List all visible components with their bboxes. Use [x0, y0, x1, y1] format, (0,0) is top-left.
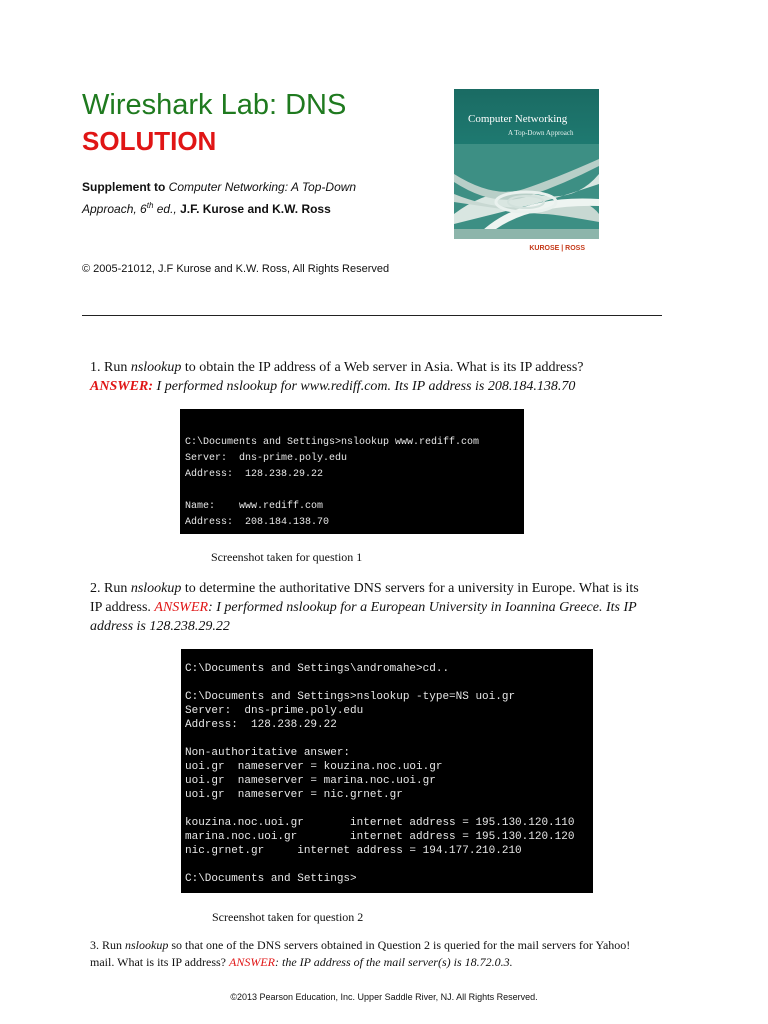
terminal-line: Name: www.rediff.com: [185, 501, 324, 512]
q2-text: to determine the authoritative DNS servers for a university in Europe. What is its IP address.: [90, 581, 639, 615]
q1-command: nslookup: [130, 360, 182, 375]
terminal-line: Address: 208.184.138.70: [185, 517, 330, 528]
terminal-screenshot-1: [180, 409, 524, 534]
terminal-line: kouzina.noc.uoi.gr internet address = 195.130.120.110: [185, 817, 575, 829]
terminal-line: Server: dns-prime.poly.edu: [185, 453, 348, 464]
question-1: [90, 358, 650, 396]
highway-interchange-illustration: [454, 144, 599, 239]
terminal-screenshot-2: [181, 649, 593, 893]
book-title-part2: Approach, 6: [82, 202, 147, 216]
terminal-line: C:\Documents and Settings\andromahe>cd..: [185, 663, 450, 675]
q2-command: nslookup: [130, 581, 182, 596]
terminal-line: [185, 732, 593, 746]
terminal-line: Address: 128.238.29.22: [185, 719, 337, 731]
q2-answer-label: ANSWER: [154, 600, 209, 615]
terminal-line: Server: dns-prime.poly.edu: [185, 705, 364, 717]
question-3: [90, 937, 650, 971]
edition-suffix: ed.,: [153, 202, 177, 216]
terminal-line: Non-authoritative answer:: [185, 747, 351, 759]
q3-prefix: 3. Run: [90, 938, 126, 952]
book-cover: [454, 89, 599, 263]
q1-answer-label: ANSWER:: [90, 379, 154, 394]
page-title: Wireshark Lab: DNS: [82, 89, 347, 121]
horizontal-rule: [82, 315, 662, 316]
copyright-line: © 2005-21012, J.F Kurose and K.W. Ross, All Rights Reserved: [82, 263, 390, 275]
q2-prefix: 2. Run: [90, 581, 131, 596]
authors: J.F. Kurose and K.W. Ross: [176, 202, 331, 216]
terminal-line: uoi.gr nameserver = marina.noc.uoi.gr: [185, 775, 436, 787]
terminal-line: Address: 128.238.29.22: [185, 469, 324, 480]
terminal-line: marina.noc.uoi.gr internet address = 195.130.120.120: [185, 831, 575, 843]
cover-subtitle: A Top-Down Approach: [508, 129, 574, 137]
cover-title: Computer Networking: [468, 113, 568, 125]
terminal-line: nic.grnet.gr internet address = 194.177.210.210: [185, 845, 522, 857]
q1-answer-text: I performed nslookup for www.rediff.com. Its IP address is 208.184.138.70: [153, 379, 576, 394]
question-2: [90, 579, 650, 636]
terminal-line: C:\Documents and Settings>nslookup -type=NS uoi.gr: [185, 691, 516, 703]
terminal-line: uoi.gr nameserver = kouzina.noc.uoi.gr: [185, 761, 443, 773]
q3-answer-label: ANSWER: [228, 955, 275, 969]
terminal-line: [185, 676, 593, 690]
edition-sup: th: [146, 201, 154, 210]
caption-1: Screenshot taken for question 1: [211, 550, 363, 564]
supplement-note: [82, 176, 382, 220]
terminal-line: C:\Documents and Settings>nslookup www.rediff.com: [185, 437, 480, 448]
terminal-line: uoi.gr nameserver = nic.grnet.gr: [185, 789, 403, 801]
q3-command: nslookup: [125, 938, 169, 952]
terminal-line: [185, 483, 524, 499]
solution-heading: SOLUTION: [82, 126, 217, 156]
q1-text: to obtain the IP address of a Web server in Asia. What is its IP address?: [181, 360, 584, 375]
q3-answer-text: : the IP address of the mail server(s) is 18.72.0.3.: [274, 955, 513, 969]
page-footer: ©2013 Pearson Education, Inc. Upper Saddle River, NJ. All Rights Reserved.: [230, 992, 538, 1002]
q3-text: so that one of the DNS servers obtained in Question 2 is queried for the mail servers for Yahoo! mail. What is its IP address?: [90, 938, 631, 969]
terminal-line: [185, 802, 593, 816]
supplement-prefix: Supplement to: [82, 180, 169, 194]
q1-prefix: 1. Run: [90, 360, 131, 375]
terminal-line: [185, 858, 593, 872]
terminal-line: C:\Documents and Settings>: [185, 873, 357, 885]
caption-2: Screenshot taken for question 2: [212, 910, 364, 924]
q2-answer-text: : I performed nslookup for a European University in Ioannina Greece. Its IP address is 128.238.29.22: [90, 600, 637, 634]
book-title-part1: Computer Networking: A Top-Down: [168, 180, 357, 194]
cover-footer: [454, 239, 599, 263]
cover-authors: KUROSE | ROSS: [529, 245, 585, 252]
